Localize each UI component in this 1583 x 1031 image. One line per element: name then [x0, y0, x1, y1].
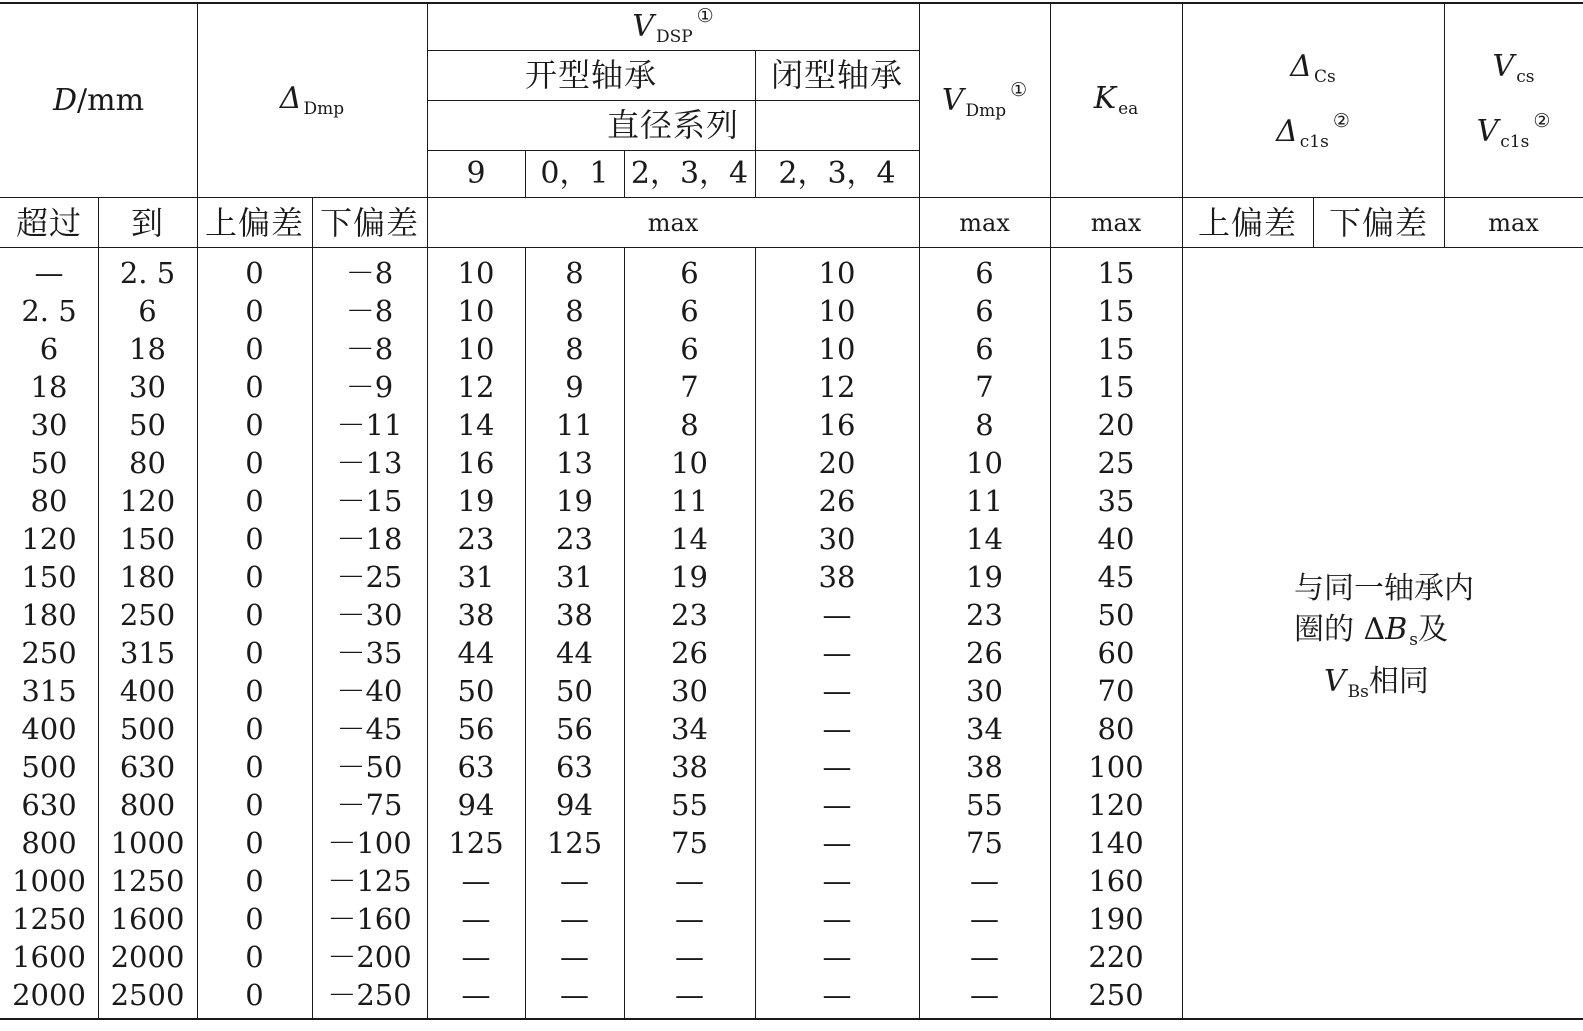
cell-dmp-lower: －13: [336, 445, 403, 480]
cell-vdsp-2-3-4: —: [675, 977, 704, 1012]
note-same-as-inner-ring: [1294, 568, 1474, 713]
delta-cs-symbol: Δ: [1290, 48, 1312, 84]
header-closed-bearing: 闭型轴承: [770, 56, 903, 94]
cell-vdsp-0-1: 56: [556, 711, 593, 746]
subheader-dmp-upper: 上偏差: [204, 204, 304, 242]
cell-over: 180: [21, 597, 77, 632]
header-delta-dmp: [197, 3, 427, 198]
cell-dmp-lower: －160: [327, 901, 412, 936]
cell-vdsp-9: —: [461, 939, 491, 974]
cell-to: 1600: [110, 901, 185, 936]
note-line-2: [1294, 609, 1474, 661]
header-vdmp: [919, 3, 1050, 198]
cell-vdsp-0-1: 8: [565, 293, 584, 328]
vrule-197: [197, 3, 198, 1019]
vdsp-subscript: DSP: [655, 26, 693, 47]
cell-vdsp-9: 44: [457, 635, 495, 670]
cell-vdsp-0-1: 9: [565, 369, 584, 404]
rule-subheader-bottom: [0, 247, 1583, 248]
cell-kea: 25: [1097, 445, 1135, 480]
cell-over: 50: [30, 445, 68, 480]
cell-vdmp: 11: [966, 483, 1003, 518]
cell-vdsp-closed: —: [822, 635, 852, 670]
cell-over: —: [34, 255, 64, 290]
rule-vdsp-3: [427, 150, 919, 151]
cell-dmp-upper: 0: [245, 407, 264, 442]
cell-dmp-lower: －8: [345, 255, 394, 290]
cell-over: 2. 5: [21, 293, 77, 328]
vc1s-footnote: ②: [1533, 110, 1551, 132]
cell-vdmp: 7: [975, 369, 994, 404]
cell-kea: 120: [1088, 787, 1144, 822]
cell-vdsp-2-3-4: —: [675, 901, 704, 936]
cell-vdsp-closed: —: [822, 977, 852, 1012]
cell-dmp-lower: －50: [336, 749, 403, 784]
subheader-cs-upper: 上偏差: [1197, 204, 1297, 242]
cell-over: 315: [21, 673, 77, 708]
cell-over: 500: [21, 749, 77, 784]
cell-vdsp-0-1: —: [560, 863, 589, 898]
cell-dmp-upper: 0: [245, 749, 264, 784]
cell-vdsp-0-1: —: [560, 939, 589, 974]
note-line-1: 与同一轴承内: [1294, 571, 1474, 606]
cell-vdsp-2-3-4: 6: [680, 331, 699, 366]
cell-vdsp-0-1: 94: [556, 787, 593, 822]
d-unit: /mm: [77, 82, 145, 118]
vrule-1050: [1050, 3, 1051, 1019]
vrule-525: [525, 150, 526, 198]
subheader-vcs-max: max: [1488, 209, 1539, 237]
cell-vdsp-closed: 20: [818, 445, 856, 480]
cell-to: 315: [119, 635, 176, 670]
cell-vdsp-closed: 38: [818, 559, 856, 594]
cell-vdsp-9: 19: [457, 483, 495, 518]
delta-c1s-footnote: ②: [1332, 110, 1350, 132]
cell-vdmp: —: [970, 939, 999, 974]
cell-vdsp-closed: —: [822, 787, 852, 822]
note-line-3: [1294, 661, 1474, 713]
cell-over: 630: [21, 787, 77, 822]
cell-over: 18: [30, 369, 68, 404]
subheader-vdsp-max: max: [647, 209, 699, 237]
vdmp-symbol: V: [941, 82, 964, 118]
cell-vdmp: 55: [966, 787, 1003, 822]
cell-kea: 20: [1097, 407, 1135, 442]
cell-to: 630: [119, 749, 176, 784]
vrule-755-body: [755, 248, 756, 1019]
subheader-vdmp-max: max: [959, 209, 1010, 237]
cell-kea: 60: [1097, 635, 1135, 670]
vrule-98: [98, 198, 99, 1019]
cell-over: 1000: [12, 863, 86, 898]
header-vdsp: [427, 3, 919, 50]
cell-dmp-upper: 0: [245, 901, 264, 936]
cell-vdmp: 6: [975, 293, 994, 328]
note-line2-prefix: 圈的 Δ: [1294, 612, 1386, 647]
cell-vdsp-0-1: —: [560, 901, 589, 936]
cell-vdsp-9: 125: [448, 825, 504, 860]
cell-vdsp-2-3-4: 19: [671, 559, 708, 594]
cell-vdsp-closed: 10: [818, 293, 856, 328]
cell-vdmp: 23: [966, 597, 1003, 632]
cell-vdsp-2-3-4: 34: [671, 711, 708, 746]
cell-dmp-upper: 0: [245, 787, 264, 822]
cell-vdsp-9: 50: [457, 673, 495, 708]
note-line2-suffix: 及: [1417, 612, 1448, 647]
cell-vdmp: 10: [966, 445, 1003, 480]
cell-kea: 15: [1097, 369, 1135, 404]
cell-dmp-upper: 0: [245, 521, 264, 556]
cell-to: 30: [129, 369, 166, 404]
cell-dmp-lower: －200: [327, 939, 412, 974]
cell-vdmp: 26: [966, 635, 1003, 670]
cell-kea: 220: [1088, 939, 1144, 974]
cell-vdsp-9: 10: [457, 331, 495, 366]
cell-kea: 70: [1097, 673, 1135, 708]
cell-vdsp-2-3-4: 75: [671, 825, 708, 860]
cell-vdsp-2-3-4: 55: [671, 787, 708, 822]
vrule-1182: [1182, 3, 1183, 1019]
rule-top: [0, 2, 1583, 4]
cell-vdsp-0-1: 19: [556, 483, 593, 518]
cell-over: 400: [21, 711, 77, 746]
vrule-1444: [1444, 3, 1445, 248]
vc1s-subscript: c1s: [1500, 132, 1530, 152]
series-2-3-4-closed: 2，3，4: [778, 156, 896, 192]
cell-kea: 35: [1097, 483, 1135, 518]
cell-vdsp-2-3-4: 10: [671, 445, 708, 480]
cell-vdsp-2-3-4: 8: [680, 407, 699, 442]
cell-dmp-lower: －18: [336, 521, 403, 556]
vdsp-symbol: V: [632, 8, 654, 44]
header-open-bearing: 开型轴承: [524, 56, 657, 94]
cell-dmp-upper: 0: [245, 293, 264, 328]
cell-vdsp-closed: 10: [818, 331, 856, 366]
cell-vdsp-closed: —: [822, 939, 852, 974]
cell-vdsp-closed: —: [822, 673, 852, 708]
header-delta-cs: [1182, 3, 1444, 198]
cell-kea: 190: [1088, 901, 1144, 936]
cell-to: 250: [119, 597, 176, 632]
cell-kea: 15: [1097, 331, 1135, 366]
cell-vdsp-closed: —: [822, 863, 852, 898]
cell-vdsp-2-3-4: 6: [680, 255, 699, 290]
cell-over: 1250: [12, 901, 86, 936]
series-9: 9: [466, 156, 486, 192]
cell-dmp-upper: 0: [245, 863, 264, 898]
cell-to: 80: [129, 445, 166, 480]
cell-to: 50: [129, 407, 166, 442]
cell-vdmp: 19: [966, 559, 1003, 594]
delta-dmp-symbol: Δ: [279, 81, 302, 117]
cell-vdsp-0-1: 38: [556, 597, 593, 632]
cell-dmp-upper: 0: [245, 977, 264, 1012]
vcs-symbol: V: [1492, 48, 1515, 84]
cell-kea: 45: [1097, 559, 1135, 594]
header-vcs: [1444, 3, 1583, 198]
cell-dmp-upper: 0: [245, 939, 264, 974]
vrule-525-body: [525, 248, 526, 1019]
vdmp-footnote: ①: [1010, 78, 1028, 101]
cell-vdsp-9: 10: [457, 293, 495, 328]
cell-vdsp-9: 56: [457, 711, 495, 746]
cell-vdsp-9: 14: [457, 407, 495, 442]
cell-vdmp: 34: [966, 711, 1003, 746]
cell-over: 30: [30, 407, 68, 442]
cell-dmp-upper: 0: [245, 673, 264, 708]
subheader-dmp-lower: 下偏差: [319, 204, 419, 242]
subheader-kea-max: max: [1090, 209, 1142, 237]
cell-vdsp-2-3-4: 7: [680, 369, 699, 404]
cell-vdsp-0-1: 50: [556, 673, 593, 708]
cell-vdsp-closed: —: [822, 711, 852, 746]
cell-kea: 100: [1088, 749, 1144, 784]
cell-vdsp-9: 63: [457, 749, 495, 784]
cell-vdsp-0-1: 13: [556, 445, 593, 480]
cell-dmp-upper: 0: [245, 445, 264, 480]
cell-dmp-lower: －9: [345, 369, 394, 404]
cell-vdsp-0-1: 8: [565, 331, 584, 366]
vcs-subscript: cs: [1516, 66, 1535, 87]
cell-over: 1600: [12, 939, 86, 974]
cell-vdmp: 14: [966, 521, 1003, 556]
cell-dmp-lower: －45: [336, 711, 403, 746]
cell-to: 2. 5: [119, 255, 176, 290]
cell-vdmp: 8: [975, 407, 994, 442]
subheader-to: 到: [130, 204, 164, 242]
cell-dmp-lower: －35: [336, 635, 403, 670]
vrule-312: [312, 198, 313, 1019]
cell-vdsp-2-3-4: 38: [671, 749, 708, 784]
cell-vdsp-9: 12: [457, 369, 495, 404]
cell-vdsp-2-3-4: 6: [680, 293, 699, 328]
series-2-3-4-open: 2，3，4: [630, 156, 749, 192]
cell-vdsp-2-3-4: 26: [671, 635, 708, 670]
cell-vdsp-closed: 26: [818, 483, 856, 518]
cell-over: 150: [21, 559, 77, 594]
delta-cs-subscript: Cs: [1313, 66, 1336, 87]
note-line2-subscript: s: [1409, 630, 1418, 650]
cell-dmp-upper: 0: [245, 559, 264, 594]
cell-kea: 50: [1097, 597, 1135, 632]
cell-to: 2500: [110, 977, 185, 1012]
cell-over: 2000: [12, 977, 86, 1012]
delta-dmp-subscript: Dmp: [303, 99, 345, 120]
cell-to: 180: [119, 559, 176, 594]
cell-dmp-upper: 0: [245, 483, 264, 518]
cell-vdmp: 30: [966, 673, 1003, 708]
subheader-cs-lower: 下偏差: [1328, 204, 1428, 242]
cell-vdsp-2-3-4: —: [675, 863, 704, 898]
series-0-1: 0，1: [540, 156, 609, 192]
cell-vdmp: 6: [975, 331, 994, 366]
cell-to: 800: [119, 787, 176, 822]
cell-vdsp-9: —: [461, 863, 491, 898]
vrule-755: [755, 50, 756, 198]
cell-vdmp: 38: [966, 749, 1003, 784]
rule-vdsp-1: [427, 50, 919, 51]
cell-dmp-lower: －100: [327, 825, 412, 860]
cell-kea: 160: [1088, 863, 1144, 898]
cell-vdsp-0-1: 11: [556, 407, 593, 442]
cell-to: 6: [138, 293, 157, 328]
cell-kea: 40: [1097, 521, 1135, 556]
note-line3-symbol: V: [1324, 664, 1346, 699]
cell-vdsp-2-3-4: 30: [671, 673, 708, 708]
delta-c1s-symbol: Δ: [1276, 114, 1298, 149]
cell-vdsp-9: 23: [457, 521, 495, 556]
cell-vdsp-9: 16: [457, 445, 495, 480]
cell-vdsp-9: 10: [457, 255, 495, 290]
cell-dmp-lower: －25: [336, 559, 403, 594]
d-symbol: D: [52, 82, 78, 118]
cell-vdsp-9: 38: [457, 597, 495, 632]
cell-dmp-upper: 0: [245, 331, 264, 366]
cell-to: 500: [119, 711, 176, 746]
cell-vdsp-0-1: 63: [556, 749, 593, 784]
cell-over: 250: [21, 635, 77, 670]
vrule-624-body: [624, 248, 625, 1019]
cell-kea: 140: [1088, 825, 1144, 860]
cell-vdmp: 6: [975, 255, 994, 290]
cell-vdsp-closed: —: [822, 901, 852, 936]
cell-vdsp-closed: —: [822, 749, 852, 784]
cell-dmp-lower: －40: [336, 673, 403, 708]
cell-vdsp-0-1: 8: [565, 255, 584, 290]
kea-subscript: ea: [1118, 99, 1139, 120]
kea-symbol: K: [1093, 81, 1117, 117]
cell-dmp-upper: 0: [245, 825, 264, 860]
cell-dmp-upper: 0: [245, 369, 264, 404]
cell-vdsp-0-1: 44: [556, 635, 593, 670]
cell-vdsp-closed: 12: [818, 369, 856, 404]
cell-vdsp-0-1: 23: [556, 521, 593, 556]
cell-dmp-upper: 0: [245, 255, 264, 290]
cell-vdsp-closed: 10: [818, 255, 856, 290]
cell-to: 1250: [110, 863, 185, 898]
cell-vdmp: 75: [966, 825, 1003, 860]
cell-vdsp-0-1: —: [560, 977, 589, 1012]
cell-vdsp-0-1: 31: [556, 559, 593, 594]
cell-vdsp-9: —: [461, 977, 491, 1012]
note-line2-symbol: B: [1385, 612, 1408, 647]
cell-vdmp: —: [970, 863, 999, 898]
cell-kea: 250: [1088, 977, 1144, 1012]
rule-vdsp-2: [427, 100, 919, 101]
cell-kea: 15: [1097, 255, 1135, 290]
cell-vdmp: —: [970, 977, 999, 1012]
note-line3-suffix: 相同: [1368, 664, 1429, 699]
vrule-919: [919, 3, 920, 1019]
header-d-mm: [0, 3, 197, 198]
cell-kea: 80: [1097, 711, 1135, 746]
cell-dmp-upper: 0: [245, 597, 264, 632]
cell-vdsp-closed: —: [822, 597, 852, 632]
cell-vdsp-closed: —: [822, 825, 852, 860]
rule-bottom: [0, 1018, 1583, 1020]
delta-c1s-subscript: c1s: [1299, 132, 1329, 152]
cell-vdsp-2-3-4: 14: [671, 521, 708, 556]
cell-vdmp: —: [970, 901, 999, 936]
cell-over: 80: [30, 483, 68, 518]
cell-dmp-upper: 0: [245, 635, 264, 670]
subheader-over: 超过: [15, 204, 82, 242]
cell-dmp-upper: 0: [245, 711, 264, 746]
cell-dmp-lower: －75: [336, 787, 403, 822]
header-kea: [1050, 3, 1182, 198]
cell-vdsp-2-3-4: —: [675, 939, 704, 974]
cell-to: 400: [119, 673, 176, 708]
cell-over: 800: [21, 825, 77, 860]
cell-dmp-lower: －30: [336, 597, 403, 632]
cell-vdsp-9: 94: [457, 787, 495, 822]
cell-vdsp-2-3-4: 23: [671, 597, 708, 632]
cell-to: 1000: [110, 825, 185, 860]
vdmp-subscript: Dmp: [965, 100, 1007, 121]
cell-dmp-lower: －8: [345, 331, 394, 366]
cell-vdsp-closed: 30: [818, 521, 856, 556]
cell-dmp-lower: －125: [327, 863, 412, 898]
cell-to: 150: [119, 521, 176, 556]
cell-to: 120: [119, 483, 176, 518]
vdsp-footnote: ①: [696, 4, 714, 27]
cell-over: 6: [39, 331, 59, 366]
cell-vdsp-closed: 16: [818, 407, 856, 442]
vrule-624: [624, 150, 625, 198]
cell-dmp-lower: －8: [345, 293, 394, 328]
note-line3-subscript: Bs: [1347, 682, 1369, 702]
rule-header-bottom: [0, 197, 1583, 198]
cell-vdsp-0-1: 125: [546, 825, 603, 860]
cell-over: 120: [21, 521, 77, 556]
cell-kea: 15: [1097, 293, 1135, 328]
cell-to: 18: [129, 331, 166, 366]
cell-vdsp-9: 31: [457, 559, 495, 594]
vc1s-symbol: V: [1476, 114, 1499, 149]
cell-dmp-lower: －11: [336, 407, 403, 442]
vrule-1313: [1313, 198, 1314, 248]
vrule-427: [427, 3, 428, 1019]
cell-dmp-lower: －15: [336, 483, 403, 518]
cell-dmp-lower: －250: [327, 977, 412, 1012]
cell-to: 2000: [110, 939, 185, 974]
cell-vdsp-9: —: [461, 901, 491, 936]
header-diameter-series: 直径系列: [606, 106, 739, 144]
cell-vdsp-2-3-4: 11: [671, 483, 708, 518]
